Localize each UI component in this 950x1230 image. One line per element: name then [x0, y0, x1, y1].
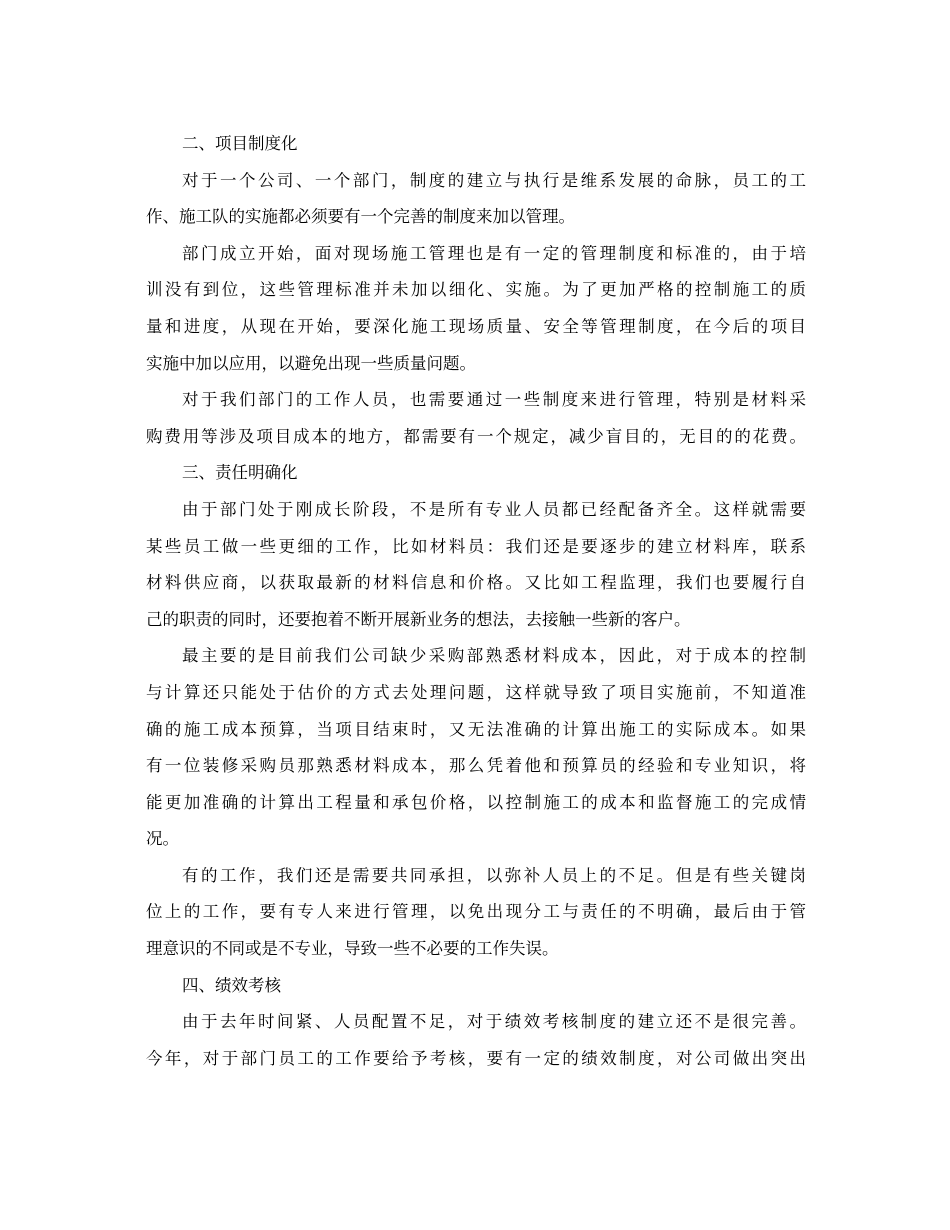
paragraph-line: 况。: [146, 829, 179, 849]
paragraph-line: 部门成立开始，面对现场施工管理也是有一定的管理制度和标准的，由于培: [182, 243, 806, 263]
paragraph-line: 对于我们部门的工作人员，也需要通过一些制度来进行管理，特别是材料采: [182, 390, 806, 410]
paragraph-line: 某些员工做一些更细的工作，比如材料员：我们还是要逐步的建立材料库，联系: [146, 536, 806, 556]
paragraph-line: 训没有到位，这些管理标准并未加以细化、实施。为了更加严格的控制施工的质: [146, 280, 806, 300]
paragraph-line: 由于去年时间紧、人员配置不足，对于绩效考核制度的建立还不是很完善。: [182, 1012, 806, 1032]
document-body: [146, 126, 806, 1077]
paragraph-line: 由于部门处于刚成长阶段，不是所有专业人员都已经配备齐全。这样就需要: [182, 499, 806, 519]
paragraph-line: 最主要的是目前我们公司缺少采购部熟悉材料成本，因此，对于成本的控制: [182, 646, 806, 666]
paragraph-line: 能更加准确的计算出工程量和承包价格，以控制施工的成本和监督施工的完成情: [146, 792, 806, 812]
paragraph-line: 确的施工成本预算，当项目结束时，又无法准确的计算出施工的实际成本。如果: [146, 719, 806, 739]
section-heading: 三、责任明确化: [182, 463, 298, 483]
paragraph-line: 对于一个公司、一个部门，制度的建立与执行是维系发展的命脉，员工的工: [182, 170, 806, 190]
section-heading: 四、绩效考核: [182, 975, 281, 995]
paragraph-line: 实施中加以应用，以避免出现一些质量问题。: [146, 353, 476, 373]
section-heading: 二、项目制度化: [182, 134, 298, 153]
paragraph-line: 己的职责的同时，还要抱着不断开展新业务的想法，去接触一些新的客户。: [146, 609, 691, 629]
paragraph-line: 量和进度，从现在开始，要深化施工现场质量、安全等管理制度，在今后的项目: [146, 316, 806, 336]
paragraph-line: 与计算还只能处于估价的方式去处理问题，这样就导致了项目实施前，不知道准: [146, 682, 806, 702]
paragraph-line: 今年，对于部门员工的工作要给予考核，要有一定的绩效制度，对公司做出突出: [146, 1048, 806, 1068]
paragraph-line: 购费用等涉及项目成本的地方，都需要有一个规定，减少盲目的，无目的的花费。: [146, 426, 806, 446]
paragraph-line: 位上的工作，要有专人来进行管理，以免出现分工与责任的不明确，最后由于管: [146, 902, 806, 922]
paragraph-line: 材料供应商，以获取最新的材料信息和价格。又比如工程监理，我们也要履行自: [146, 573, 806, 593]
paragraph-line: 作、施工队的实施都必须要有一个完善的制度来加以管理。: [146, 207, 575, 227]
paragraph-line: 理意识的不同或是不专业，导致一些不必要的工作失误。: [146, 939, 559, 959]
paragraph-line: 有一位装修采购员那熟悉材料成本，那么凭着他和预算员的经验和专业知识，将: [146, 756, 806, 776]
paragraph-line: 有的工作，我们还是需要共同承担，以弥补人员上的不足。但是有些关键岗: [182, 865, 806, 885]
